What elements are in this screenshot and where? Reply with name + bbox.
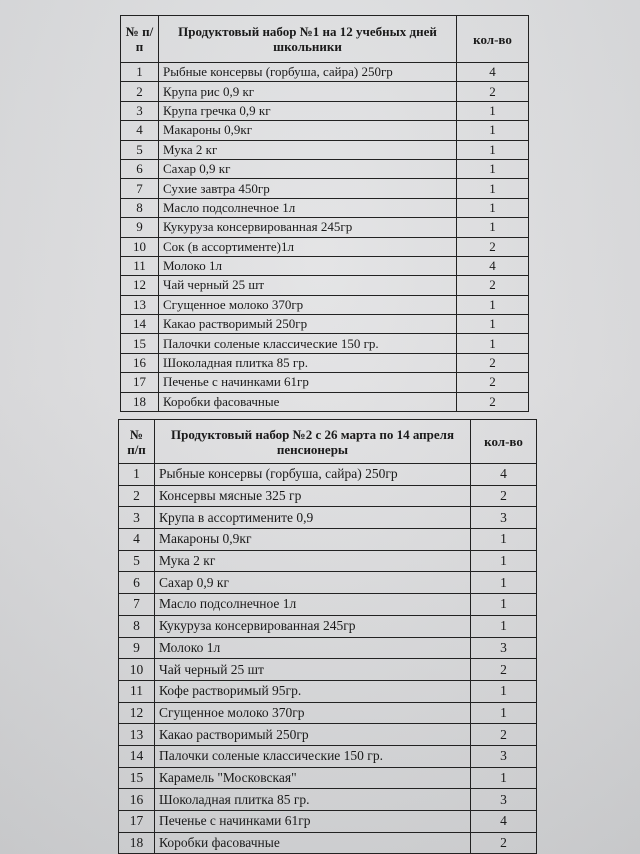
row-number-cell: 8 [119,615,155,637]
row-number-cell: 14 [119,745,155,767]
table-row [119,789,537,811]
table-row [121,237,529,256]
product-name-cell: Сок (в ассортименте)1л [159,237,457,256]
row-number-cell: 13 [119,724,155,746]
table-row [121,315,529,334]
product-name-cell: Молоко 1л [155,637,471,659]
row-number-cell: 3 [119,507,155,529]
quantity-cell: 2 [471,659,537,681]
quantity-cell: 1 [471,702,537,724]
product-name-cell: Крупа в ассортимените 0,9 [155,507,471,529]
quantity-cell: 1 [457,218,529,237]
product-name-cell: Сахар 0,9 кг [159,159,457,178]
quantity-cell: 1 [471,680,537,702]
row-number-cell: 17 [121,373,159,392]
product-name-cell: Молоко 1л [159,256,457,275]
row-number-cell: 1 [121,63,159,82]
quantity-cell: 4 [471,464,537,486]
product-name-cell: Коробки фасовачные [159,392,457,411]
table-row [119,594,537,616]
table-row [121,82,529,101]
product-name-cell: Шоколадная плитка 85 гр. [159,353,457,372]
header-title: Продуктовый набор №2 с 26 марта по 14 апреля пенсионеры [155,420,471,464]
quantity-cell: 2 [457,82,529,101]
row-number-cell: 15 [119,767,155,789]
header-number: № п/п [119,420,155,464]
row-number-cell: 5 [121,140,159,159]
row-number-cell: 13 [121,295,159,314]
table-row [121,179,529,198]
table-row [119,615,537,637]
table-row [121,101,529,120]
table-row [121,353,529,372]
product-name-cell: Крупа гречка 0,9 кг [159,101,457,120]
quantity-cell: 1 [457,121,529,140]
product-name-cell: Сгущенное молоко 370гр [155,702,471,724]
row-number-cell: 6 [119,572,155,594]
product-name-cell: Шоколадная плитка 85 гр. [155,789,471,811]
row-number-cell: 9 [119,637,155,659]
product-name-cell: Коробки фасовачные [155,832,471,854]
product-name-cell: Кукуруза консервированная 245гр [159,218,457,237]
row-number-cell: 10 [119,659,155,681]
table-row [119,680,537,702]
product-name-cell: Сгущенное молоко 370гр [159,295,457,314]
product-name-cell: Сухие завтра 450гр [159,179,457,198]
table-header-row [119,420,537,464]
product-name-cell: Печенье с начинками 61гр [155,811,471,833]
row-number-cell: 18 [121,392,159,411]
table-row [119,550,537,572]
row-number-cell: 18 [119,832,155,854]
product-set-1-table [120,15,529,412]
table-row [121,63,529,82]
table-row [121,198,529,217]
quantity-cell: 1 [471,529,537,551]
table-row [119,637,537,659]
row-number-cell: 14 [121,315,159,334]
row-number-cell: 11 [121,256,159,275]
header-quantity: кол-во [457,16,529,63]
table-row [119,507,537,529]
quantity-cell: 2 [457,276,529,295]
table-row [119,767,537,789]
row-number-cell: 5 [119,550,155,572]
product-name-cell: Чай черный 25 шт [159,276,457,295]
quantity-cell: 1 [471,572,537,594]
quantity-cell: 1 [457,295,529,314]
table-row [121,392,529,411]
table-row [121,256,529,275]
quantity-cell: 2 [471,832,537,854]
row-number-cell: 8 [121,198,159,217]
product-name-cell: Какао растворимый 250гр [155,724,471,746]
quantity-cell: 1 [471,767,537,789]
quantity-cell: 1 [457,315,529,334]
table-row [119,832,537,854]
product-name-cell: Палочки соленые классические 150 гр. [155,745,471,767]
quantity-cell: 1 [457,334,529,353]
header-title: Продуктовый набор №1 на 12 учебных дней школьники [159,16,457,63]
table-row [119,659,537,681]
row-number-cell: 17 [119,811,155,833]
header-quantity: кол-во [471,420,537,464]
row-number-cell: 10 [121,237,159,256]
quantity-cell: 3 [471,745,537,767]
quantity-cell: 3 [471,507,537,529]
table-header-row [121,16,529,63]
row-number-cell: 12 [119,702,155,724]
quantity-cell: 1 [457,198,529,217]
product-name-cell: Масло подсолнечное 1л [159,198,457,217]
quantity-cell: 2 [457,392,529,411]
table-row [119,485,537,507]
quantity-cell: 2 [457,373,529,392]
row-number-cell: 7 [119,594,155,616]
row-number-cell: 12 [121,276,159,295]
product-name-cell: Рыбные консервы (горбуша, сайра) 250гр [159,63,457,82]
table-row [121,334,529,353]
row-number-cell: 4 [119,529,155,551]
row-number-cell: 7 [121,179,159,198]
product-name-cell: Масло подсолнечное 1л [155,594,471,616]
row-number-cell: 2 [119,485,155,507]
quantity-cell: 2 [457,237,529,256]
row-number-cell: 15 [121,334,159,353]
table-row [119,702,537,724]
product-name-cell: Макароны 0,9кг [155,529,471,551]
table-row [121,159,529,178]
quantity-cell: 1 [471,615,537,637]
table-row [121,295,529,314]
product-name-cell: Кукуруза консервированная 245гр [155,615,471,637]
quantity-cell: 4 [471,811,537,833]
quantity-cell: 2 [471,485,537,507]
table-row [121,140,529,159]
table-row [119,529,537,551]
product-name-cell: Крупа рис 0,9 кг [159,82,457,101]
table-row [119,724,537,746]
product-name-cell: Палочки соленые классические 150 гр. [159,334,457,353]
quantity-cell: 4 [457,63,529,82]
header-number: № п/п [121,16,159,63]
product-name-cell: Кофе растворимый 95гр. [155,680,471,702]
quantity-cell: 1 [457,179,529,198]
quantity-cell: 1 [471,594,537,616]
row-number-cell: 9 [121,218,159,237]
product-name-cell: Сахар 0,9 кг [155,572,471,594]
row-number-cell: 6 [121,159,159,178]
row-number-cell: 16 [119,789,155,811]
product-name-cell: Печенье с начинками 61гр [159,373,457,392]
row-number-cell: 11 [119,680,155,702]
product-name-cell: Какао растворимый 250гр [159,315,457,334]
table-row [121,218,529,237]
product-name-cell: Карамель "Московская" [155,767,471,789]
table-row [119,811,537,833]
row-number-cell: 2 [121,82,159,101]
table-row [119,464,537,486]
product-name-cell: Чай черный 25 шт [155,659,471,681]
product-set-2-table [118,419,537,854]
product-name-cell: Мука 2 кг [159,140,457,159]
table-row [121,373,529,392]
row-number-cell: 4 [121,121,159,140]
row-number-cell: 3 [121,101,159,120]
quantity-cell: 2 [457,353,529,372]
quantity-cell: 1 [457,159,529,178]
quantity-cell: 1 [457,101,529,120]
product-name-cell: Консервы мясные 325 гр [155,485,471,507]
table-row [119,745,537,767]
quantity-cell: 3 [471,637,537,659]
product-name-cell: Макароны 0,9кг [159,121,457,140]
table-row [121,121,529,140]
row-number-cell: 16 [121,353,159,372]
quantity-cell: 1 [457,140,529,159]
table-row [119,572,537,594]
quantity-cell: 4 [457,256,529,275]
quantity-cell: 3 [471,789,537,811]
quantity-cell: 2 [471,724,537,746]
product-name-cell: Рыбные консервы (горбуша, сайра) 250гр [155,464,471,486]
quantity-cell: 1 [471,550,537,572]
row-number-cell: 1 [119,464,155,486]
product-name-cell: Мука 2 кг [155,550,471,572]
table-row [121,276,529,295]
